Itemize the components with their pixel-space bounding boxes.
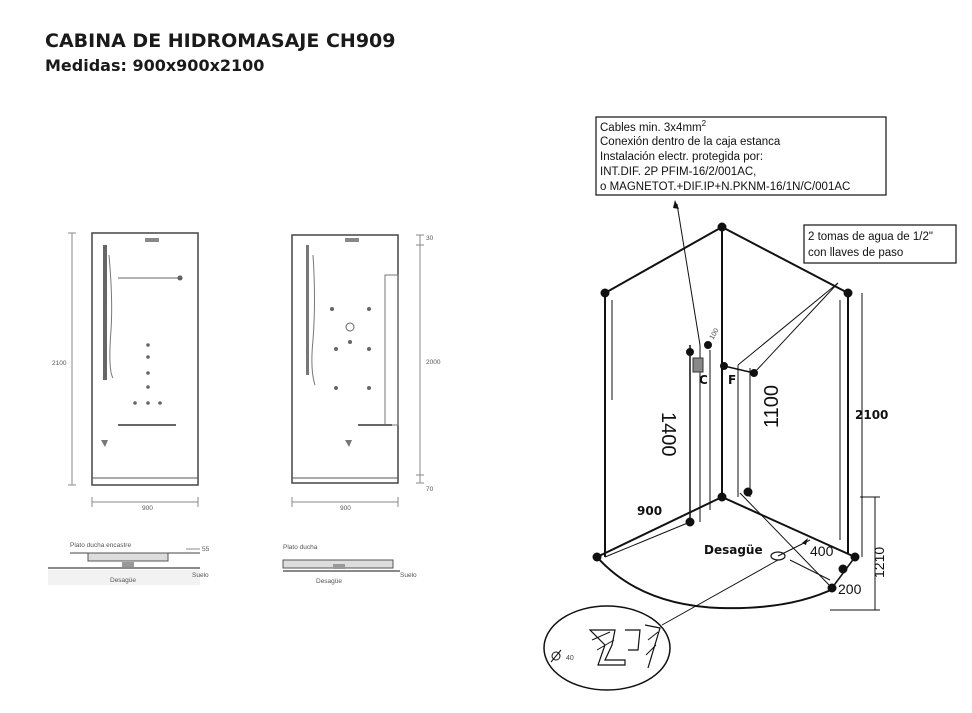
cold-water-label: F xyxy=(728,373,737,387)
drain-detail-circle xyxy=(544,606,670,690)
electric-box xyxy=(693,358,703,372)
drain-x-dim: 400 xyxy=(810,543,834,559)
iso-height-dim: 2100 xyxy=(855,408,889,422)
water-note-line1: 2 tomas de agua de 1/2" xyxy=(808,231,933,243)
iso-width-dim: 900 xyxy=(637,504,663,518)
front-view-right xyxy=(292,235,424,507)
isometric-view xyxy=(544,200,880,690)
drain-diameter-dim: 40 xyxy=(566,655,574,662)
electric-note-line4: INT.DIF. 2P PFIM-16/2/001AC, xyxy=(600,166,757,178)
right-height-dim: 2000 xyxy=(426,359,441,366)
right-drain-label: Desagüe xyxy=(316,578,343,585)
page-subtitle: Medidas: 900x900x2100 xyxy=(45,56,265,75)
left-base-dim: 55 xyxy=(202,546,210,553)
cabin-outline xyxy=(92,233,198,485)
right-floor-label: Suelo xyxy=(400,572,417,579)
electric-note-line2: Conexión dentro de la caja estanca xyxy=(600,136,781,148)
left-width-dim: 900 xyxy=(142,505,153,512)
water-note-line2: con llaves de paso xyxy=(808,247,904,259)
right-top-dim: 30 xyxy=(426,235,434,242)
water-height-dim: 1100 xyxy=(761,384,783,428)
iso-drain-label: Desagüe xyxy=(704,543,763,557)
left-base-label: Plato ducha encastre xyxy=(70,542,132,549)
front-view-left xyxy=(68,233,198,507)
left-floor-label: Suelo xyxy=(192,572,209,579)
electric-note-line3: Instalación electr. protegida por: xyxy=(600,151,764,163)
right-bottom-dim: 70 xyxy=(426,486,434,493)
right-width-dim: 900 xyxy=(340,505,351,512)
offset-dim: 100 xyxy=(708,327,721,341)
electric-note-line5: o MAGNETOT.+DIF.IP+N.PKNM-16/1N/C/001AC xyxy=(600,181,851,193)
right-base-label: Plato ducha xyxy=(283,544,318,551)
drain-height-dim: 1210 xyxy=(871,546,887,578)
left-drain-label: Desagüe xyxy=(110,577,137,584)
base-detail-right xyxy=(283,560,400,571)
electric-note-line1: Cables min. $3x4mm^2$ xyxy=(600,119,707,134)
hot-water-label: C xyxy=(699,373,708,387)
page-title: CABINA DE HIDROMASAJE CH909 xyxy=(45,30,396,52)
drain-y-dim: 200 xyxy=(838,581,862,597)
electric-height-dim: 1400 xyxy=(657,412,679,457)
left-height-dim: 2100 xyxy=(52,360,67,367)
